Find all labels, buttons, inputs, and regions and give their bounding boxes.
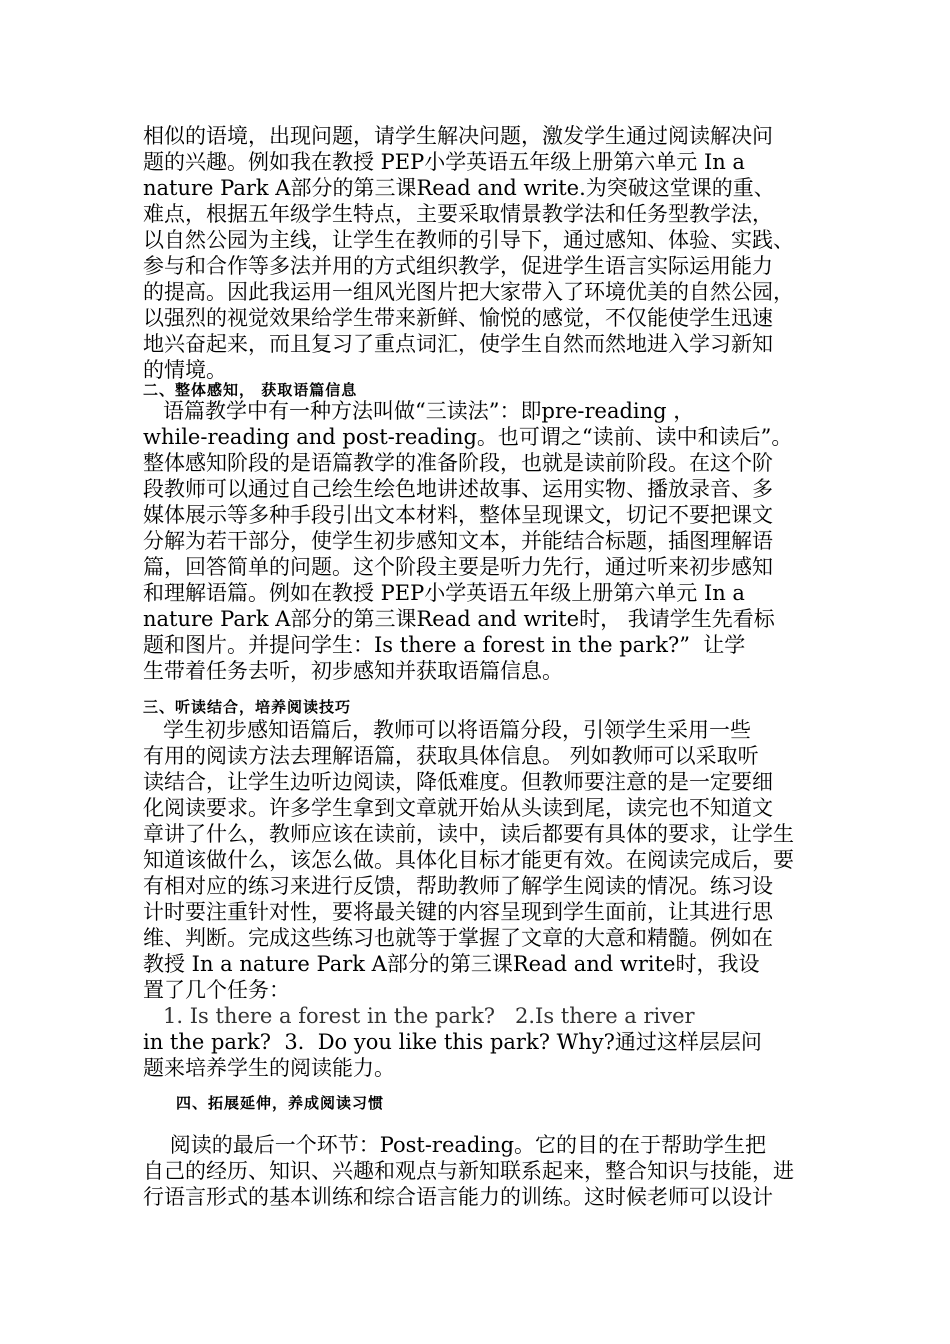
text-line: while-reading and post-reading。也可谓之“读前、读中和读后”。 bbox=[143, 425, 793, 449]
text-line: in the park? 3. Do you like this park? Why?通过这样层层问 bbox=[143, 1030, 762, 1054]
text-line: nature Park A部分的第三课Read and write时， 我请学生先看标 bbox=[143, 607, 775, 631]
text-line: 段教师可以通过自己绘生绘色地讲述故事、运用实物、播放录音、多 bbox=[143, 477, 773, 501]
text-line: 的情境。 bbox=[143, 358, 227, 382]
text-line: 以强烈的视觉效果给学生带来新鲜、愉悦的感觉，不仅能使学生迅速 bbox=[143, 306, 773, 330]
text-line: 有相对应的练习来进行反馈，帮助教师了解学生阅读的情况。练习设 bbox=[143, 874, 773, 898]
text-line: 阅读的最后一个环节：Post-reading。它的目的在于帮助学生把 bbox=[143, 1133, 767, 1157]
text-line: 生带着任务去听，初步感知并获取语篇信息。 bbox=[143, 659, 563, 683]
text-line: 整体感知阶段的是语篇教学的准备阶段，也就是读前阶段。在这个阶 bbox=[143, 451, 773, 475]
text-line: 知道该做什么，该怎么做。具体化目标才能更有效。在阅读完成后，要 bbox=[143, 848, 794, 872]
text-line: 1. Is there a forest in the park? 2.Is there a river bbox=[143, 1004, 695, 1028]
text-line: 自己的经历、知识、兴趣和观点与新知联系起来，整合知识与技能，进 bbox=[143, 1159, 794, 1183]
text-line: 题的兴趣。例如我在教授 PEP小学英语五年级上册第六单元 In a bbox=[143, 150, 745, 174]
paragraph-overall-perception bbox=[143, 398, 813, 684]
text-line: 以自然公园为主线，让学生在教师的引导下，通过感知、体验、实践、 bbox=[143, 228, 794, 252]
text-line: 和理解语篇。例如在教授 PEP小学英语五年级上册第六单元 In a bbox=[143, 581, 745, 605]
text-line: 教授 In a nature Park A部分的第三课Read and write时，我设 bbox=[143, 952, 760, 976]
text-line: 相似的语境，出现问题，请学生解决问题，激发学生通过阅读解决问 bbox=[143, 124, 773, 148]
text-line: 学生初步感知语篇后，教师可以将语篇分段，引领学生采用一些 bbox=[143, 718, 752, 742]
paragraph-intro bbox=[143, 123, 813, 383]
text-line: 有用的阅读方法去理解语篇，获取具体信息。 列如教师可以采取听 bbox=[143, 744, 759, 768]
section-heading-3: 三、听读结合，培养阅读技巧 bbox=[143, 698, 352, 716]
text-line: 维、判断。完成这些练习也就等于掌握了文章的大意和精髓。例如在 bbox=[143, 926, 773, 950]
text-line: 题和图片。并提问学生：Is there a forest in the park?” 让学 bbox=[143, 633, 746, 657]
text-line: 难点，根据五年级学生特点，主要采取情景教学法和任务型教学法， bbox=[143, 202, 773, 226]
text-line: 分解为若干部分，使学生初步感知文本，并能结合标题，插图理解语 bbox=[143, 529, 773, 553]
text-line: 章讲了什么，教师应该在读前，读中，读后都要有具体的要求，让学生 bbox=[143, 822, 794, 846]
text-line: 参与和合作等多法并用的方式组织教学，促进学生语言实际运用能力 bbox=[143, 254, 773, 278]
text-line: 的提高。因此我运用一组风光图片把大家带入了环境优美的自然公园， bbox=[143, 280, 794, 304]
text-line: 置了几个任务： bbox=[143, 978, 290, 1002]
text-line: 媒体展示等多种手段引出文本材料，整体呈现课文，切记不要把课文 bbox=[143, 503, 773, 527]
text-line: nature Park A部分的第三课Read and write.为突破这堂课的重、 bbox=[143, 176, 775, 200]
text-line: 篇，回答简单的问题。这个阶段主要是听力先行，通过听来初步感知 bbox=[143, 555, 773, 579]
text-line: 化阅读要求。许多学生拿到文章就开始从头读到尾，读完也不知道文 bbox=[143, 796, 773, 820]
text-line: 语篇教学中有一种方法叫做“三读法”：即pre-reading ， bbox=[143, 399, 695, 423]
paragraph-listen-read bbox=[143, 717, 813, 1081]
text-line: 地兴奋起来，而且复习了重点词汇，使学生自然而然地进入学习新知 bbox=[143, 332, 773, 356]
paragraph-extension bbox=[143, 1132, 813, 1210]
text-line: 行语言形式的基本训练和综合语言能力的训练。这时候老师可以设计 bbox=[143, 1185, 773, 1209]
text-line: 计时要注重针对性，要将最关键的内容呈现到学生面前，让其进行思 bbox=[143, 900, 773, 924]
section-heading-4: 四、拓展延伸，养成阅读习惯 bbox=[176, 1094, 385, 1112]
section-heading-2: 二、整体感知， 获取语篇信息 bbox=[143, 381, 358, 399]
text-line: 读结合，让学生边听边阅读，降低难度。但教师要注意的是一定要细 bbox=[143, 770, 773, 794]
text-line: 题来培养学生的阅读能力。 bbox=[143, 1056, 395, 1080]
